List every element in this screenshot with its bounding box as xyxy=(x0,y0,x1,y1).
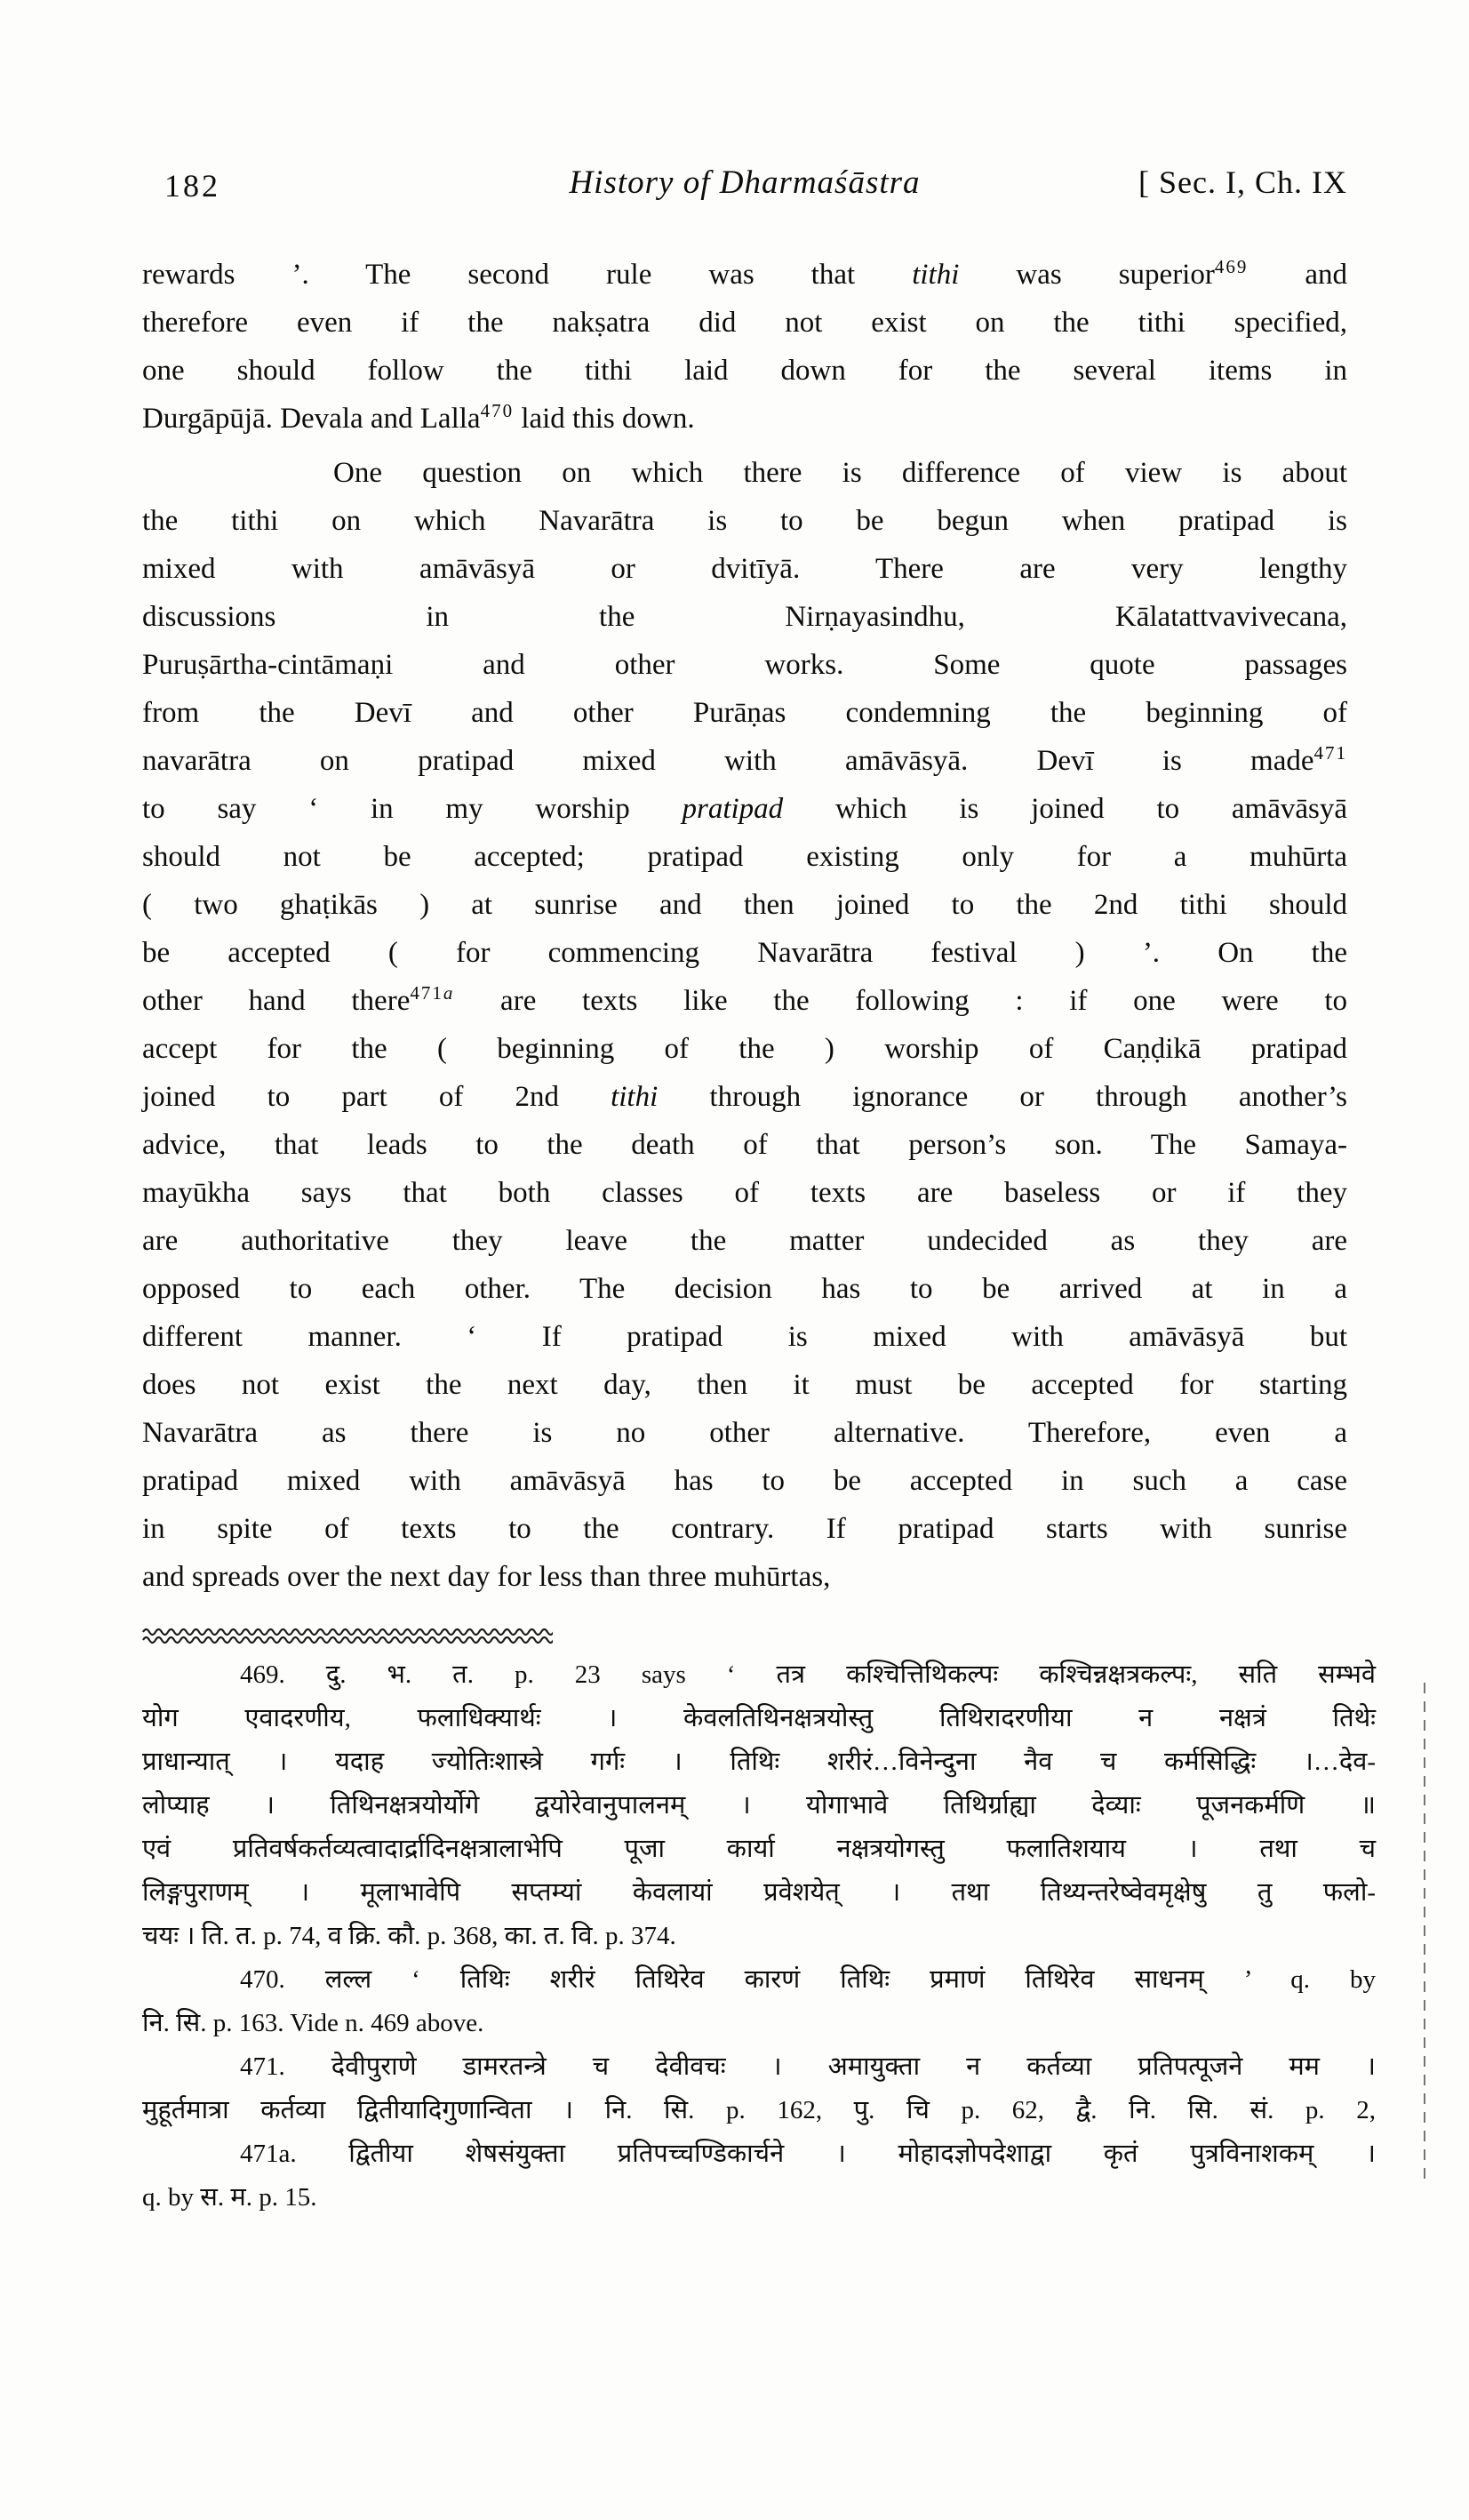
text-run: accept for the ( beginning of the ) worship of Caṇḍikā pratipad xyxy=(142,1033,1347,1065)
body-line xyxy=(142,593,1347,641)
body-line xyxy=(142,347,1347,395)
body-line xyxy=(142,1361,1347,1409)
text-run: Durgāpūjā. Devala and Lalla xyxy=(142,403,481,435)
body-line xyxy=(142,1073,1347,1121)
margin-scan-line xyxy=(1424,1683,1425,2180)
body-line xyxy=(142,977,1347,1025)
footnote-line: 471. देवीपुराणे डामरतन्त्रे च देवीवचः । अमायुक्ता न कर्तव्या प्रतिपत्पूजने मम । xyxy=(240,2052,1376,2081)
paragraph xyxy=(142,251,1347,443)
footnote-line: चयः । ति. त. p. 74, व क्रि. कौ. p. 368, का. त. वि. p. 374. xyxy=(142,1922,676,1950)
body-line xyxy=(142,641,1347,689)
body-line xyxy=(142,497,1347,545)
body-line xyxy=(142,737,1347,785)
body-line xyxy=(142,1217,1347,1265)
text-run: different manner. ‘ If pratipad is mixed with amāvāsyā but xyxy=(142,1321,1347,1353)
body-line xyxy=(142,545,1347,593)
body-line xyxy=(142,929,1347,977)
body-line xyxy=(142,1121,1347,1169)
footnote-line: लोप्याह । तिथिनक्षत्रयोर्योगे द्वयोरेवानुपालनम् । योगाभावे तिथिर्ग्राह्या देव्याः पूजनकर्मणि ॥ xyxy=(142,1791,1376,1820)
text-run: ( two ghaṭikās ) at sunrise and then joined to the 2nd tithi should xyxy=(142,889,1347,921)
section-label: [ Sec. I, Ch. IX xyxy=(1138,164,1347,200)
text-run: one should follow the tithi laid down for the several items in xyxy=(142,355,1347,387)
body-line xyxy=(142,833,1347,881)
footnote-reference: 469 xyxy=(1214,256,1249,277)
text-run: be accepted ( for commencing Navarātra festival ) ’. On the xyxy=(142,937,1347,969)
footnote-line: प्राधान्यात् । यदाह ज्योतिःशास्त्रे गर्गः । तिथिः शरीरं…विनेन्दुना नैव च कर्मसिद्धिः ।…देव- xyxy=(142,1748,1376,1776)
text-run: navarātra on pratipad mixed with amāvāsyā. Devī is made xyxy=(142,745,1314,777)
text-run: are authoritative they leave the matter undecided as they are xyxy=(142,1225,1347,1257)
text-run: through ignorance or through another’s xyxy=(658,1081,1348,1113)
text-run: and xyxy=(1248,259,1347,291)
text-run: opposed to each other. The decision has to be arrived at in a xyxy=(142,1273,1347,1305)
footnote-reference: 471 xyxy=(410,982,443,1004)
footnote-line: नि. सि. p. 163. Vide n. 469 above. xyxy=(142,2009,484,2037)
paragraph xyxy=(142,449,1347,1601)
text-run: to say ‘ in my worship xyxy=(142,793,683,825)
footnote-separator xyxy=(142,1625,553,1646)
footnote-line: लिङ्गपुराणम् । मूलाभावेपि सप्तम्यां केवलायां प्रवेशयेत् । तथा तिथ्यन्तरेष्वेवमृक्षेषु तु फलो- xyxy=(142,1878,1376,1907)
footnotes xyxy=(142,1653,1376,2220)
footnote-reference: a xyxy=(443,982,455,1004)
body-line xyxy=(142,1505,1347,1553)
footnote-line: q. by स. म. p. 15. xyxy=(142,2183,317,2212)
body-line xyxy=(142,1313,1347,1361)
footnote-reference: 471 xyxy=(1313,742,1347,764)
text-run: mayūkha says that both classes of texts are baseless or if they xyxy=(142,1177,1347,1209)
text-run: advice, that leads to the death of that person’s son. The Samaya- xyxy=(142,1129,1347,1161)
page-header xyxy=(142,164,1347,208)
body-line xyxy=(142,251,1347,299)
footnote-line: 471a. द्वितीया शेषसंयुक्ता प्रतिपच्चण्डिकार्चने । मोहादज्ञोपदेशाद्वा कृतं पुत्रविनाशकम् । xyxy=(240,2140,1376,2168)
footnote-line: मुहूर्तमात्रा कर्तव्या द्वितीयादिगुणान्विता । नि. सि. p. 162, पु. चि p. 62, द्वै. नि. सि. सं. p. 2, xyxy=(142,2096,1376,2124)
body-line xyxy=(142,1025,1347,1073)
body-line xyxy=(142,449,1347,497)
text-run: from the Devī and other Purāṇas condemning the beginning of xyxy=(142,697,1347,729)
body-line xyxy=(142,1409,1347,1457)
text-run: in spite of texts to the contrary. If pratipad starts with sunrise xyxy=(142,1513,1347,1545)
body-line xyxy=(142,1553,1347,1601)
footnote-line: एवं प्रतिवर्षकर्तव्यत्वादार्द्रादिनक्षत्रालाभेपि पूजा कार्या नक्षत्रयोगस्तु फलातिशयाय । तथा च xyxy=(142,1835,1376,1863)
footnote-reference: 470 xyxy=(480,400,515,421)
page-number: 182 xyxy=(164,168,220,204)
body-text xyxy=(142,251,1347,1601)
text-run: mixed with amāvāsyā or dvitīyā. There are very lengthy xyxy=(142,553,1347,585)
text-run: which is joined to amāvāsyā xyxy=(783,793,1347,825)
text-run: other hand there xyxy=(142,985,411,1017)
body-line xyxy=(142,881,1347,929)
body-line xyxy=(142,785,1347,833)
text-run: One question on which there is difference of view is about xyxy=(333,457,1347,489)
text-run: therefore even if the nakṣatra did not exist on the tithi specified, xyxy=(142,307,1347,339)
text-run: Navarātra as there is no other alternative. Therefore, even a xyxy=(142,1417,1347,1449)
text-run: tithi xyxy=(912,259,960,291)
text-run: does not exist the next day, then it must be accepted for starting xyxy=(142,1369,1347,1401)
text-run: and spreads over the next day for less than three muhūrtas, xyxy=(142,1561,831,1593)
footnote-line: 469. दु. भ. त. p. 23 says ‘ तत्र कश्चित्तिथिकल्पः कश्चिन्नक्षत्रकल्पः, सति सम्भवे xyxy=(240,1660,1376,1689)
text-run: laid this down. xyxy=(514,403,695,435)
body-line xyxy=(142,1457,1347,1505)
footnote-line: योग एवादरणीय, फलाधिक्यार्थः । केवलतिथिनक्षत्रयोस्तु तिथिरादरणीया न नक्षत्रं तिथेः xyxy=(142,1704,1376,1732)
body-line xyxy=(142,1265,1347,1313)
text-run: pratipad xyxy=(682,793,784,825)
body-line xyxy=(142,395,1347,443)
text-run: the tithi on which Navarātra is to be begun when pratipad is xyxy=(142,505,1347,537)
text-run: tithi xyxy=(611,1081,659,1113)
footnote-line: 470. लल्ल ‘ तिथिः शरीरं तिथिरेव कारणं तिथिः प्रमाणं तिथिरेव साधनम् ’ q. by xyxy=(240,1965,1376,1994)
text-run: should not be accepted; pratipad existing only for a muhūrta xyxy=(142,841,1347,873)
book-title: History of Dharmaśāstra xyxy=(569,164,921,201)
text-run: Puruṣārtha-cintāmaṇi and other works. Some quote passages xyxy=(142,649,1347,681)
text-run: are texts like the following : if one were to xyxy=(454,985,1347,1017)
text-run: pratipad mixed with amāvāsyā has to be accepted in such a case xyxy=(142,1465,1347,1497)
text-run: joined to part of 2nd xyxy=(142,1081,611,1113)
body-line xyxy=(142,299,1347,347)
body-line xyxy=(142,689,1347,737)
text-run: rewards ’. The second rule was that xyxy=(142,259,913,291)
text-run: was superior xyxy=(959,259,1215,291)
body-line xyxy=(142,1169,1347,1217)
text-run: discussions in the Nirṇayasindhu, Kālatattvavivecana, xyxy=(142,601,1347,633)
